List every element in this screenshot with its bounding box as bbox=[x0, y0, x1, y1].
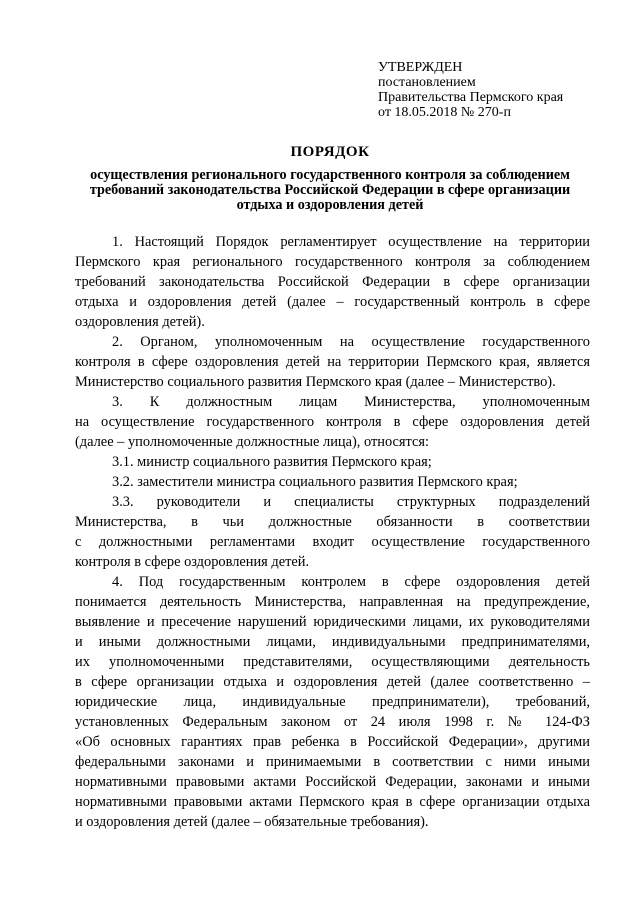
text-line: установленных Федеральным законом от 24 июля 1998 г. № 124-ФЗ bbox=[75, 714, 590, 730]
text-line: требований законодательства Российской Федерации в сфере организации bbox=[75, 274, 590, 290]
text-line: Министерства, в чьи должностные обязанности в соответствии bbox=[75, 514, 590, 530]
document-body bbox=[75, 232, 590, 832]
approval-act-type: постановлением bbox=[378, 75, 476, 90]
text-line: понимается деятельность Министерства, направленная на предупреждение, bbox=[75, 594, 590, 610]
text-line: на осуществление государственного контроля в сфере оздоровления детей bbox=[75, 414, 590, 430]
paragraph-3-3 bbox=[75, 492, 590, 572]
subtitle-line: требований законодательства Российской Федерации в сфере организации bbox=[89, 181, 571, 198]
text-line: с должностными регламентами входит осуществление государственного bbox=[75, 534, 590, 550]
text-line: Пермского края регионального государственного контроля за соблюдением bbox=[75, 254, 590, 270]
text-line: оздоровления детей). bbox=[75, 314, 205, 330]
text-line: контроля в сфере оздоровления детей. bbox=[75, 554, 310, 570]
paragraph-1 bbox=[75, 232, 590, 332]
approval-date-number: от 18.05.2018 № 270-п bbox=[378, 105, 511, 120]
text-line: и иными должностными лицами, индивидуальными предпринимателями, bbox=[75, 634, 590, 650]
text-line: 3.3. руководители и специалисты структурных подразделений bbox=[112, 494, 590, 510]
subtitle-line: осуществления регионального государственного контроля за соблюдением bbox=[90, 167, 570, 183]
paragraph-3 bbox=[75, 392, 590, 452]
text-line: 2. Органом, уполномоченным на осуществление государственного bbox=[112, 334, 590, 350]
text-line: 3.1. министр социального развития Пермского края; bbox=[112, 454, 432, 470]
text-line: Министерство социального развития Пермского края (далее – Министерство). bbox=[75, 374, 556, 390]
text-line: 3.2. заместители министра социального развития Пермского края; bbox=[112, 474, 518, 490]
paragraph-3-2 bbox=[75, 472, 590, 492]
paragraph-2 bbox=[75, 332, 590, 392]
text-line: (далее – уполномоченные должностные лица), относятся: bbox=[75, 434, 430, 450]
text-line: в сфере организации отдыха и оздоровления детей (далее соответственно – bbox=[75, 674, 590, 690]
document-subtitle bbox=[60, 168, 600, 212]
subtitle-line: отдыха и оздоровления детей bbox=[236, 196, 424, 213]
text-line: нормативными правовыми актами Российской Федерации, законами и иными bbox=[75, 774, 590, 790]
text-line: их уполномоченными представителями, осуществляющими деятельность bbox=[75, 654, 590, 670]
text-line: 1. Настоящий Порядок регламентирует осуществление на территории bbox=[112, 234, 590, 250]
text-line: «Об основных гарантиях прав ребенка в Российской Федерации», другими bbox=[75, 734, 590, 750]
text-line: контроля в сфере оздоровления детей на территории Пермского края, является bbox=[75, 354, 590, 370]
text-line: 3. К должностным лицам Министерства, уполномоченным bbox=[112, 394, 590, 410]
text-line: нормативными правовыми актами Пермского края в сфере организации отдыха bbox=[75, 794, 590, 810]
approval-authority: Правительства Пермского края bbox=[378, 90, 564, 105]
paragraph-4 bbox=[75, 572, 590, 832]
approval-stamp bbox=[378, 60, 618, 120]
text-line: выявление и пресечение нарушений юридическими лицами, их руководителями bbox=[75, 614, 590, 630]
text-line: юридические лица, индивидуальные предприниматели), требований, bbox=[75, 694, 590, 710]
text-line: и оздоровления детей (далее – обязательные требования). bbox=[75, 814, 429, 830]
document-title: ПОРЯДОК bbox=[290, 144, 370, 160]
text-line: отдыха и оздоровления детей (далее – государственный контроль в сфере bbox=[75, 294, 590, 310]
text-line: 4. Под государственным контролем в сфере оздоровления детей bbox=[112, 574, 590, 590]
paragraph-3-1 bbox=[75, 452, 590, 472]
text-line: федеральными законами и принимаемыми в соответствии с ними иными bbox=[75, 754, 590, 770]
approval-status: УТВЕРЖДЕН bbox=[378, 60, 463, 75]
